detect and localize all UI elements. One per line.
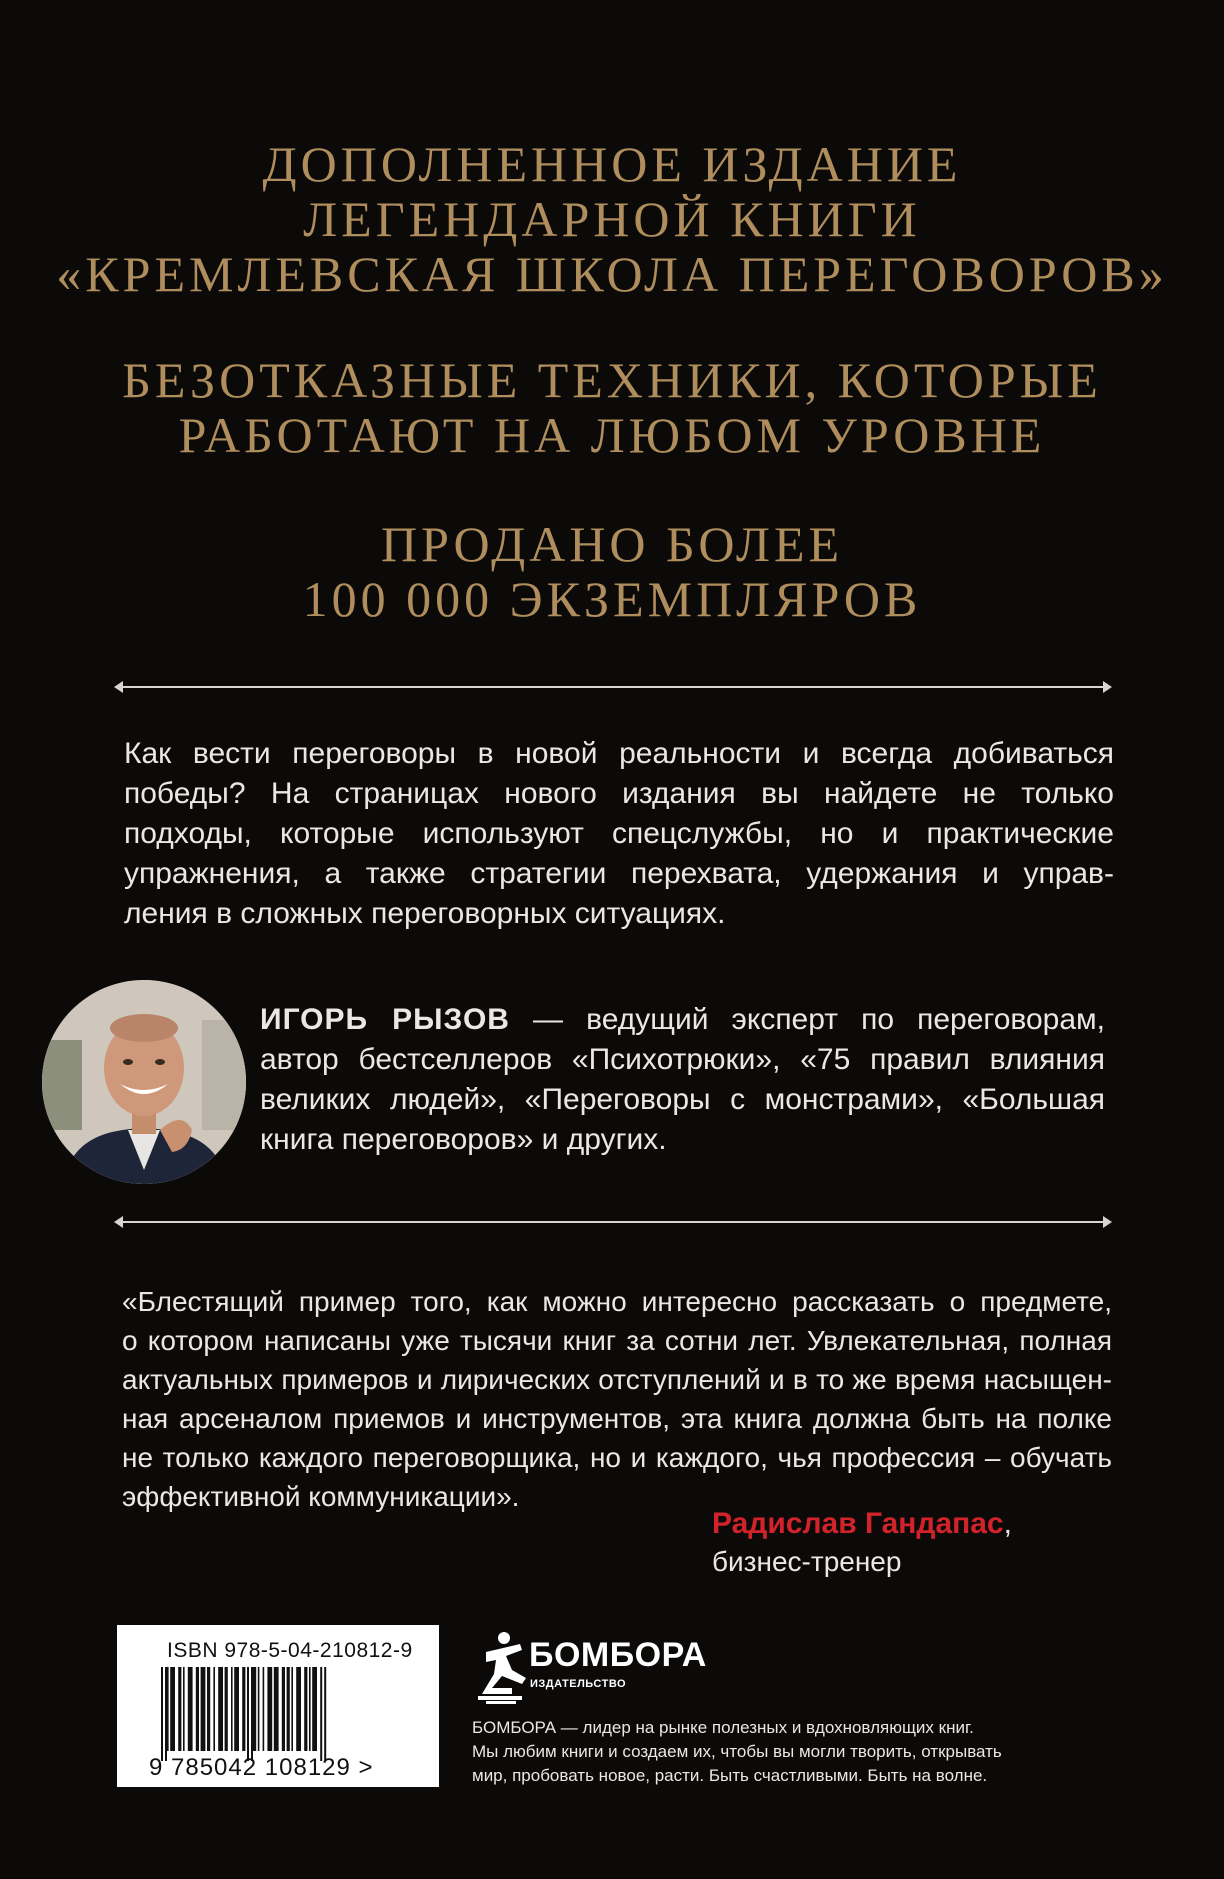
quote-line: о котором написаны уже тысячи книг за сотни лет. Увлекательная, полная: [122, 1325, 1112, 1356]
author-bio-line: великих людей», «Переговоры с монстрами», «Большая: [260, 1083, 1105, 1116]
arrow-divider: [122, 686, 1104, 688]
quote-author-comma: ,: [1003, 1507, 1012, 1540]
publisher-figure-icon: [472, 1630, 528, 1706]
description-line: ления в сложных переговорных ситуациях.: [124, 897, 726, 930]
headline-line: ПРОДАНО БОЛЕЕ: [380, 516, 844, 572]
isbn-barcode-block: [117, 1625, 439, 1787]
description-line: упражнения, а также стратегии перехвата, удержания и управ-: [124, 857, 1114, 890]
publisher-description: [472, 1716, 1072, 1788]
headline-block-1: [0, 137, 1224, 302]
headline-line: БЕЗОТКАЗНЫЕ ТЕХНИКИ, КОТОРЫЕ: [122, 352, 1102, 408]
publisher-logo-name: БОМБОРА: [529, 1636, 707, 1674]
description-line: победы? На страницах нового издания вы найдете не только: [124, 777, 1114, 810]
description-line: Как вести переговоры в новой реальности и всегда добиваться: [124, 737, 1114, 770]
quote-line: ная арсеналом приемов и инструментов, эта книга должна быть на полке: [122, 1403, 1112, 1434]
isbn-label: ISBN 978-5-04-210812-9: [167, 1639, 413, 1662]
headline-block-3: [0, 517, 1224, 627]
author-bio: [260, 1000, 1105, 1160]
publisher-text-line: БОМБОРА — лидер на рынке полезных и вдохновляющих книг.: [472, 1718, 974, 1737]
author-bio-first-line: — ведущий эксперт по переговорам,: [509, 1003, 1105, 1036]
publisher-text-line: Мы любим книги и создаем их, чтобы вы могли творить, открывать: [472, 1742, 1002, 1761]
quote-line: эффективной коммуникации».: [122, 1481, 520, 1512]
publisher-logo-subtitle: ИЗДАТЕЛЬСТВО: [530, 1678, 627, 1690]
book-description: [124, 734, 1114, 934]
headline-line: ДОПОЛНЕННОЕ ИЗДАНИЕ: [262, 136, 962, 192]
author-bio-line: [260, 1000, 1105, 1040]
author-photo: [42, 980, 246, 1184]
author-bio-line: автор бестселлеров «Психотрюки», «75 правил влияния: [260, 1043, 1105, 1076]
author-portrait-icon: [42, 980, 246, 1184]
headline-line: РАБОТАЮТ НА ЛЮБОМ УРОВНЕ: [178, 407, 1046, 463]
headline-line: «КРЕМЛЕВСКАЯ ШКОЛА ПЕРЕГОВОРОВ»: [56, 246, 1168, 302]
quote-author-role: бизнес-тренер: [712, 1546, 902, 1577]
quote-line: актуальных примеров и лирических отступлений и в то же время насыщен-: [122, 1364, 1112, 1395]
testimonial-quote: [122, 1282, 1112, 1516]
quote-line: не только каждого переговорщика, но и каждого, чья профессия – обучать: [122, 1442, 1112, 1473]
headline-block-2: [0, 353, 1224, 463]
headline-line: 100 000 ЭКЗЕМПЛЯРОВ: [302, 571, 922, 627]
quote-author-name: Радислав Гандапас: [712, 1507, 1004, 1540]
description-line: подходы, которые используют спецслужбы, но и практические: [124, 817, 1114, 850]
author-bio-line: книга переговоров» и других.: [260, 1123, 667, 1156]
quote-author: [712, 1506, 1012, 1542]
barcode-digits: 9 785042 108129 >: [149, 1754, 374, 1781]
arrow-divider: [122, 1221, 1104, 1223]
quote-line: «Блестящий пример того, как можно интересно рассказать о предмете,: [122, 1286, 1112, 1317]
barcode-icon: [159, 1667, 409, 1761]
publisher-logo: [472, 1630, 707, 1706]
publisher-text-line: мир, пробовать новое, расти. Быть счастливыми. Быть на волне.: [472, 1766, 988, 1785]
headline-line: ЛЕГЕНДАРНОЙ КНИГИ: [303, 191, 921, 247]
author-name: ИГОРЬ РЫЗОВ: [260, 1003, 510, 1036]
